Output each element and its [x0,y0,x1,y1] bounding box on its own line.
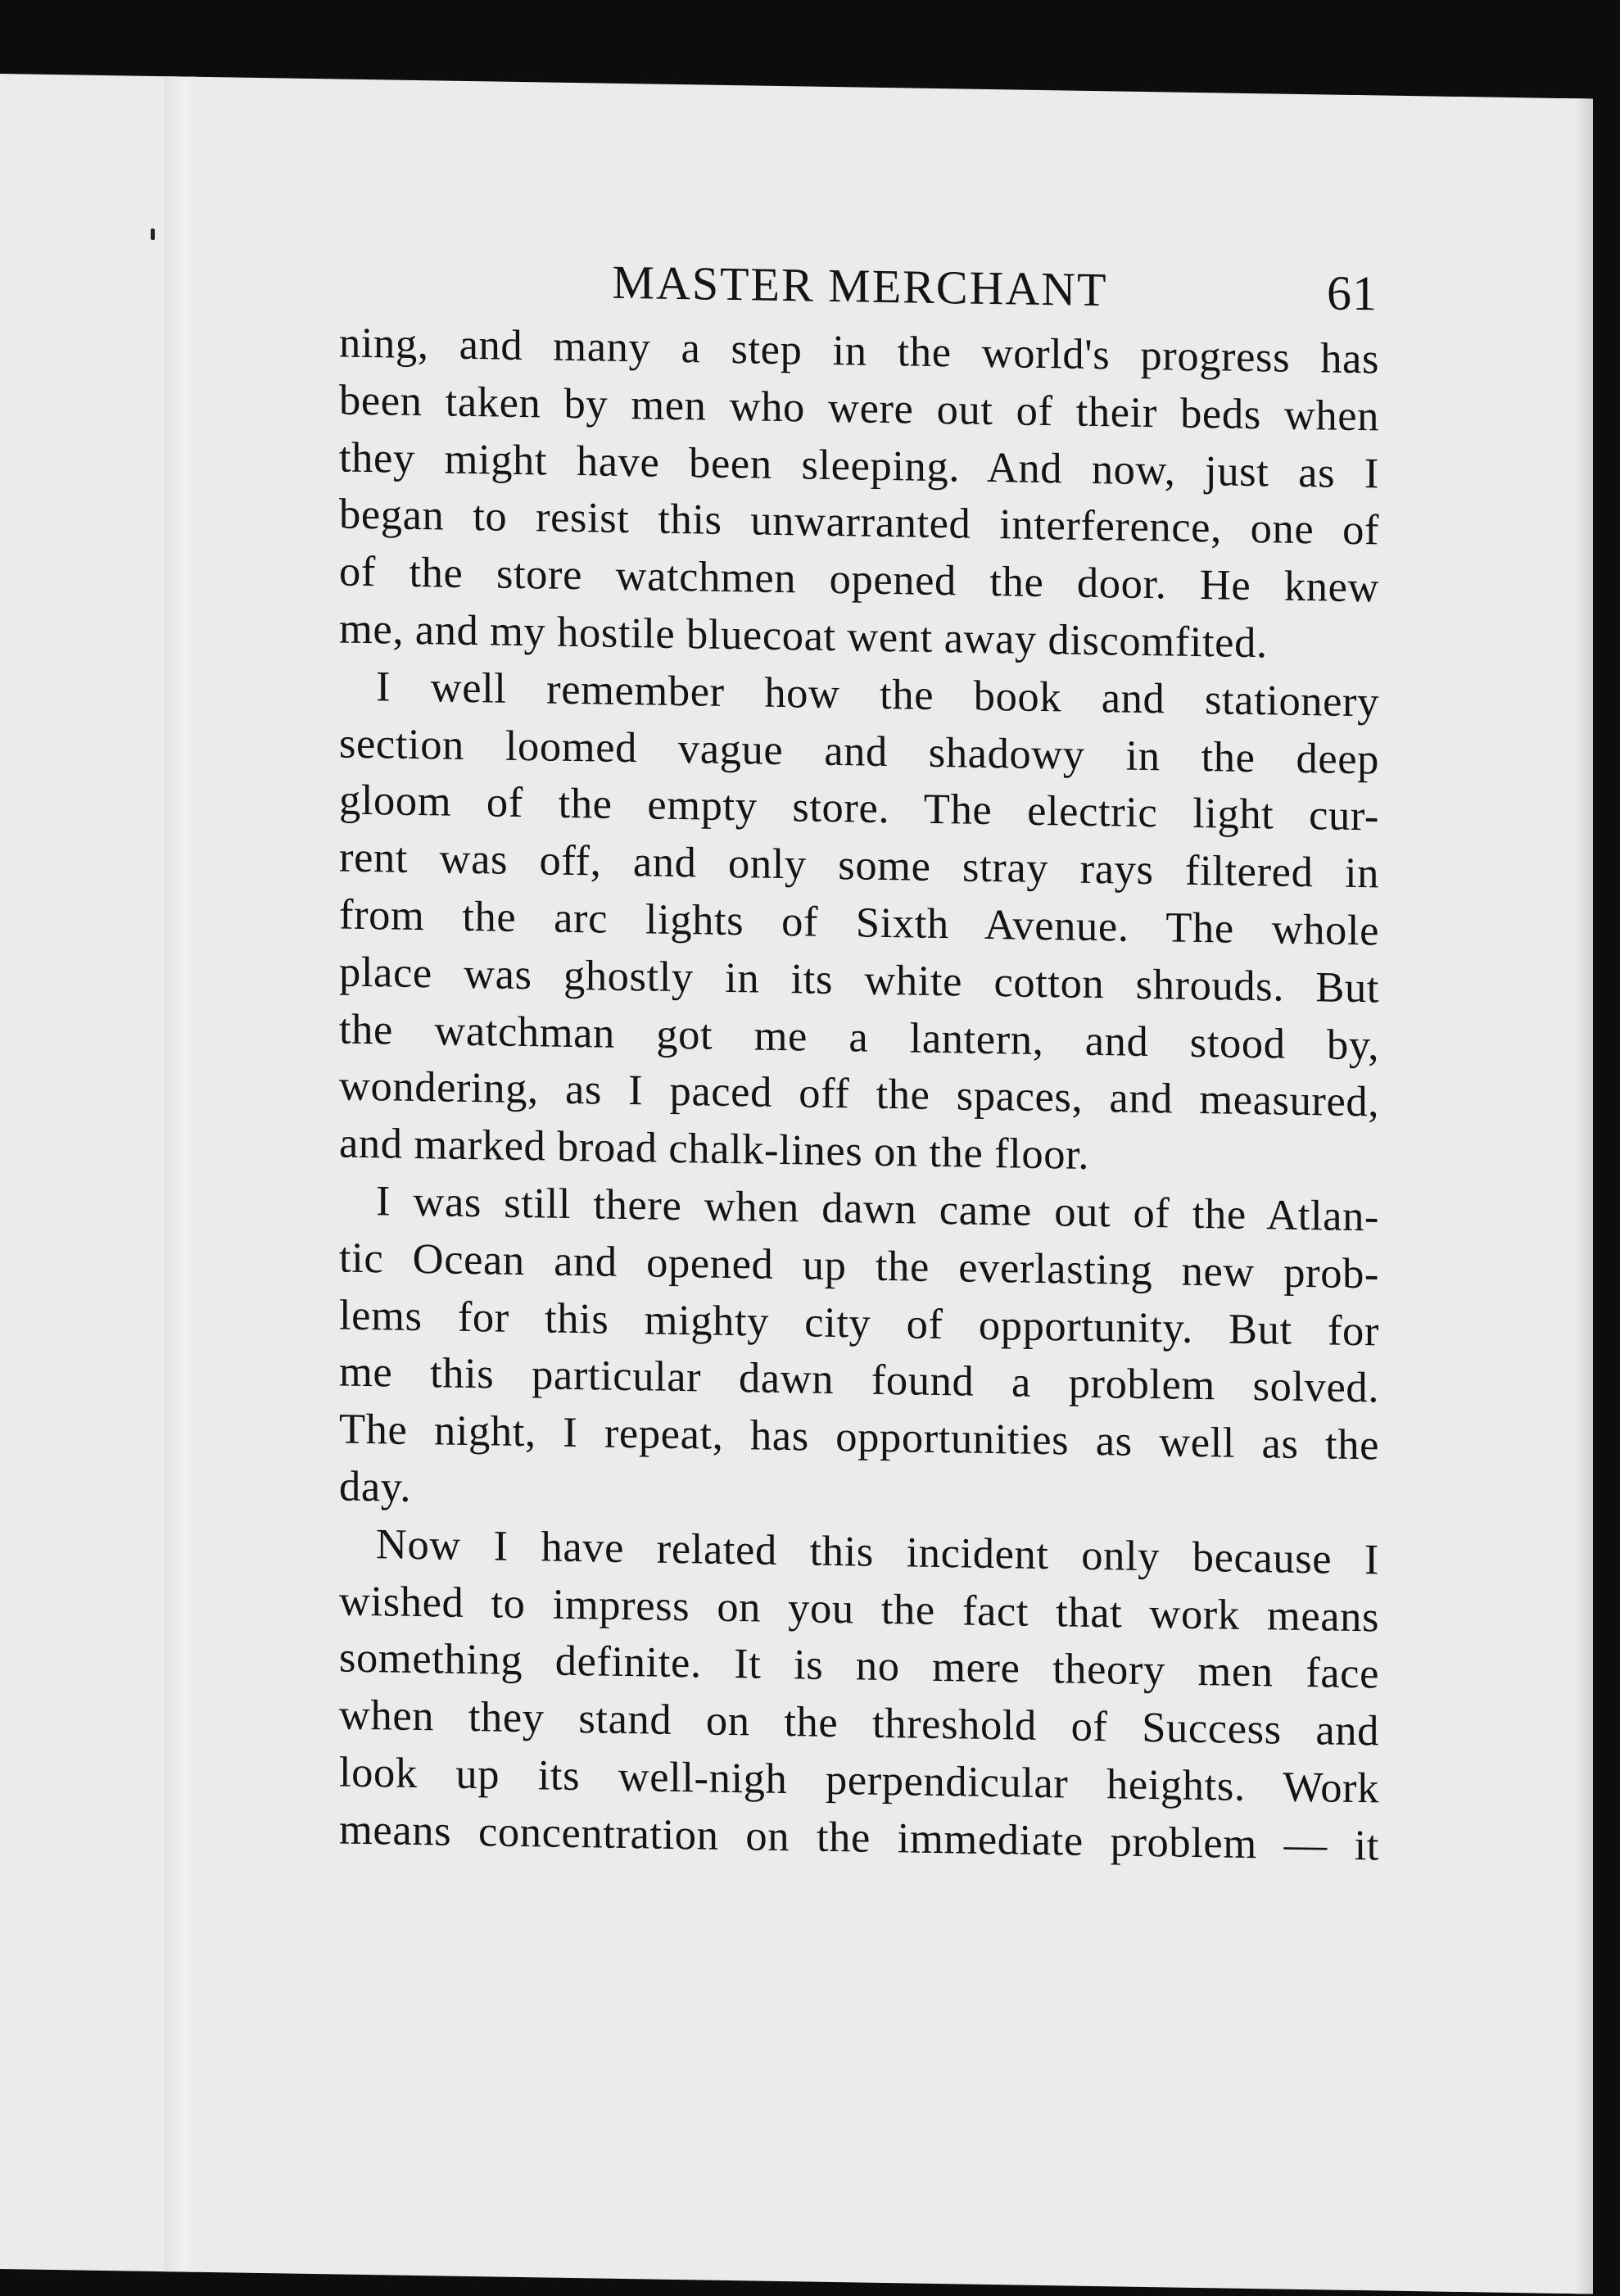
text-line: been taken by men who were out of their beds when [339,376,1379,441]
running-head [344,250,1392,323]
text-line: Now I have related this incident only because I [376,1519,1379,1584]
text-line: place was ghostly in its white cotton shrouds. But [339,948,1379,1012]
page-edge-shadow [1575,98,1593,2294]
text-line: me, and my hostile bluecoat went away discomfited. [339,605,1268,668]
margin-mark [151,229,155,240]
page-gutter [164,76,197,2272]
book-page [0,74,1593,2294]
text-line: when they stand on the threshold of Success and [339,1691,1379,1755]
text-line: and marked broad chalk-lines on the floor. [339,1119,1089,1180]
text-line: from the arc lights of Sixth Avenue. The whole [339,890,1379,955]
text-line: lems for this mighty city of opportunity. But for [339,1291,1379,1356]
text-line: day. [339,1462,411,1511]
text-line: wondering, as I paced off the spaces, and measured, [339,1062,1379,1126]
text-line: tic Ocean and opened up the everlasting new prob- [339,1234,1379,1298]
page-number: 61 [1327,265,1378,321]
text-line: means concentration on the immediate problem — it [339,1805,1379,1870]
running-head-title: MASTER MERCHANT [612,255,1108,317]
text-line: I was still there when dawn came out of the Atlan- [376,1177,1379,1241]
text-line: The night, I repeat, has opportunities as well as the [339,1405,1379,1470]
text-line: something definite. It is no mere theory men face [339,1633,1379,1698]
text-line: of the store watchmen opened the door. He knew [339,547,1379,612]
body-text [339,315,1379,1875]
text-line: me this particular dawn found a problem solved. [339,1347,1379,1412]
text-line: ning, and many a step in the world's progress has [339,319,1379,383]
text-line: look up its well-nigh perpendicular heights. Work [339,1748,1379,1813]
text-line: I well remember how the book and stationery [376,662,1379,727]
text-line: gloom of the empty store. The electric light cur- [339,776,1379,840]
text-line: wished to impress on you the fact that work means [339,1577,1379,1641]
text-line: section loomed vague and shadowy in the deep [339,719,1379,784]
text-line: they might have been sleeping. And now, just as I [339,433,1379,498]
text-line: rent was off, and only some stray rays filtered in [339,833,1379,898]
text-line: the watchman got me a lantern, and stood by, [339,1005,1379,1070]
text-line: began to resist this unwarranted interference, one of [339,490,1379,555]
